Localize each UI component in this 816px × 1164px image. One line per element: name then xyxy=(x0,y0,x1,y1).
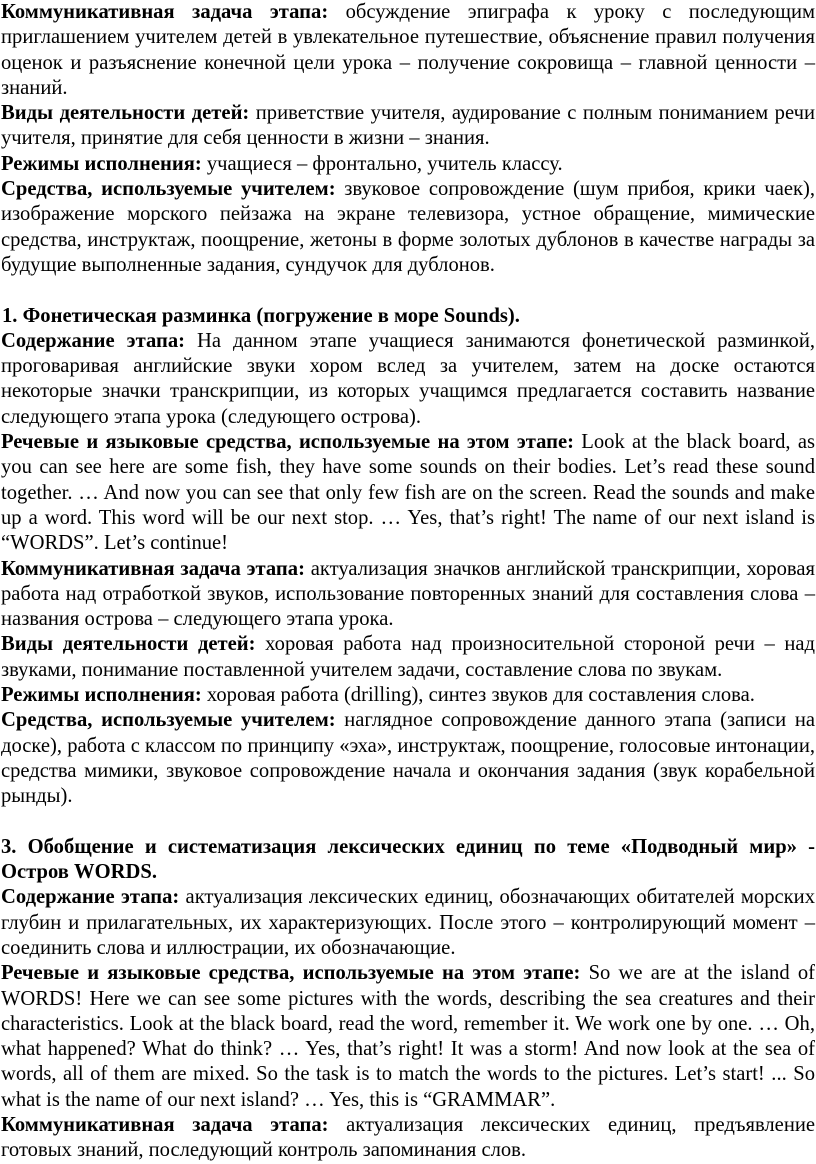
intro-means-label: Средства, используемые учителем: xyxy=(1,178,336,201)
section3-speech-paragraph xyxy=(1,961,815,1113)
intro-means-paragraph xyxy=(1,177,815,278)
intro-task-label: Коммуникативная задача этапа: xyxy=(1,1,329,23)
intro-task-paragraph xyxy=(1,0,815,101)
section3-speech-label: Речевые и языковые средства, используемые на этом этапе: xyxy=(1,962,581,985)
section1-content-paragraph xyxy=(1,329,815,430)
section1-modes-text: хоровая работа (drilling), синтез звуков для составления слова. xyxy=(201,684,755,707)
section1-speech-label: Речевые и языковые средства, используемые на этом этапе: xyxy=(1,431,575,454)
section1-task-text: актуализация значков английской транскрипции, хоровая работа над отработкой звуков, использование повторенных знаний для составления слова – названия острова – следующего этапа урока. xyxy=(1,557,815,631)
intro-modes-paragraph xyxy=(1,152,815,177)
section1-content-text: На данном этапе учащиеся занимаются фонетической разминкой, проговаривая английские звуки хором вслед за учителем, затем на доске остаются некоторые значки транскрипции, из которых учащимся предлагается составить название следующего этапа урока (следующего острова). xyxy=(1,329,815,428)
section1-means-paragraph xyxy=(1,708,815,809)
section1-content-label: Содержание этапа: xyxy=(1,329,185,352)
intro-modes-text: учащиеся – фронтально, учитель классу. xyxy=(201,152,563,175)
section1-activity-text: хоровая работа над произносительной стороной речи – над звуками, понимание поставленной учителем задачи, составление слова по звукам. xyxy=(1,633,816,681)
section1-activity-paragraph xyxy=(1,632,815,683)
intro-modes-label: Режимы исполнения: xyxy=(1,152,202,175)
blank-line xyxy=(1,278,815,303)
intro-means-text: звуковое сопровождение (шум прибоя, крики чаек), изображение морского пейзажа на экране телевизора, устное обращение, мимические средства, инструктаж, поощрение, жетоны в форме золотых дублонов в качестве награды за будущие выполненные задания, сундучок для дублонов. xyxy=(1,178,815,276)
section3-task-paragraph xyxy=(1,1113,815,1164)
section3-speech-text: So we are at the island of WORDS! Here we can see some pictures with the words, describing the sea creatures and their characteristics. Look at the black board, read the word, remember it. We work one by one. … Oh, what happened? What do think? … Yes, that’s right! It was a storm! And now look at the sea of words, all of them are mixed. So the task is to match the words to the pictures. Let’s start! ... So what is the name of our next island? … Yes, this is “GRAMMAR”. xyxy=(1,962,815,1111)
intro-activity-paragraph xyxy=(1,101,815,152)
section1-modes-label: Режимы исполнения: xyxy=(1,684,202,707)
section1-task-label: Коммуникативная задача этапа: xyxy=(1,557,305,580)
section1-speech-paragraph xyxy=(1,430,815,556)
section1-modes-paragraph xyxy=(1,683,815,708)
intro-task-text: обсуждение эпиграфа к уроку с последующим приглашением учителем детей в увлекательное путешествие, объяснение правил получения оценок и разъяснение конечной цели урока – получение сокровища – главной ценности – знаний. xyxy=(1,1,815,99)
section1-activity-label: Виды деятельности детей: xyxy=(1,633,256,656)
section1-means-label: Средства, используемые учителем: xyxy=(1,709,336,732)
section1-means-text: наглядное сопровождение данного этапа (записи на доске), работа с классом по принципу «эха», инструктаж, поощрение, голосовые интонации, средства мимики, звуковое сопровождение начала и окончания задания (звук корабельной рынды). xyxy=(1,709,815,808)
section3-heading: 3. Обобщение и систематизация лексических единиц по теме «Подводный мир» - Остров WORDS. xyxy=(1,835,815,884)
section1-task-paragraph xyxy=(1,557,815,633)
intro-activity-text: приветствие учителя, аудирование с полным пониманием речи учителя, принятие для себя ценности в жизни – знания. xyxy=(1,102,815,150)
section3-content-paragraph xyxy=(1,885,815,961)
intro-activity-label: Виды деятельности детей: xyxy=(1,102,250,125)
section3-content-label: Содержание этапа: xyxy=(1,886,180,909)
section3-task-text: актуализация лексических единиц, предъявление готовых знаний, последующий контроль запоминания слов. xyxy=(1,1114,816,1162)
blank-line xyxy=(1,810,815,835)
section3-content-text: актуализация лексических единиц, обозначающих обитателей морских глубин и прилагательных, их характеризующих. После этого – контролирующий момент – соединить слова и иллюстрации, их обозначающие. xyxy=(1,886,815,959)
section3-task-label: Коммуникативная задача этапа: xyxy=(1,1114,329,1137)
section1-heading: 1. Фонетическая разминка (погружение в море Sounds). xyxy=(2,304,520,327)
section1-speech-text: Look at the black board, as you can see here are some fish, they have some sounds on their bodies. Let’s read these sound together. … And now you can see that only few fish are on the screen. Read the sounds and make up a word. This word will be our next stop. … Yes, that’s right! The name of our next island is “WORDS”. Let’s continue! xyxy=(1,431,815,555)
